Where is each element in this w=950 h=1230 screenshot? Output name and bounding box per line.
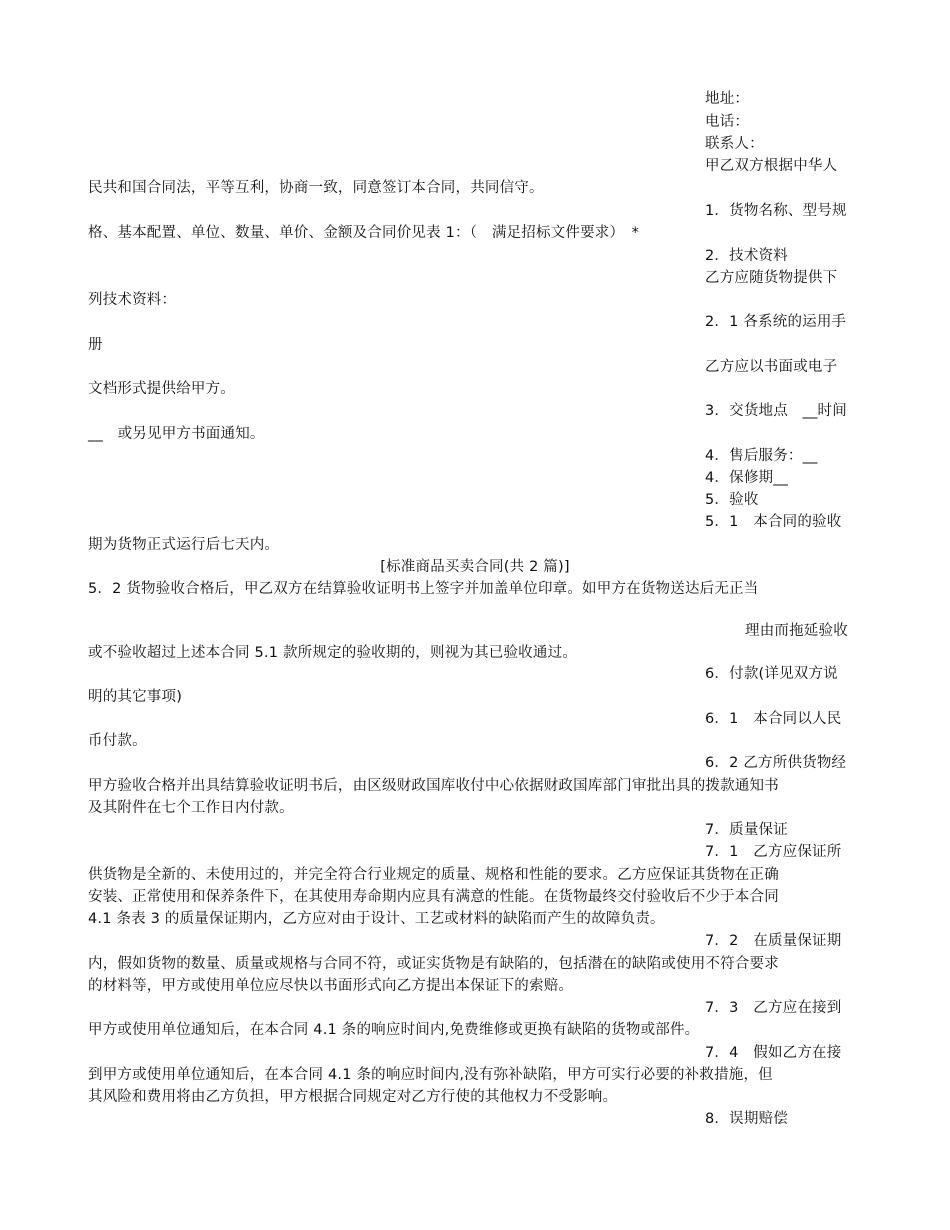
clause-7-4-text-2: 其风险和费用将由乙方负担，甲方根据合同规定对乙方行使的其他权力不受影响。 [88, 1089, 618, 1105]
clause-5-heading: 5．验收 [705, 492, 759, 508]
clause-3-heading: 3．交货地点 __时间 [705, 403, 847, 419]
address-label: 地址： [705, 91, 750, 107]
clause-5-1-text: 期为货物正式运行后七天内。 [88, 537, 280, 553]
clause-6-2-text-1: 甲方验收合格并出具结算验收证明书后，由区级财政国库收付中心依据财政国库部门审批出具的拨款通知书 [88, 778, 779, 794]
clause-7-1-text-2: 安装、正常使用和保养条件下，在其使用寿命期内应具有满意的性能。在货物最终交付验收后不少于本合同 [88, 889, 779, 905]
clause-7-2-heading: 7．2 在质量保证期 [705, 933, 842, 949]
intro-text: 甲乙双方根据中华人 [705, 158, 838, 174]
clause-2-text: 乙方应随货物提供下 [705, 270, 838, 286]
clause-7-4-heading: 7．4 假如乙方在接 [705, 1045, 842, 1061]
clause-7-2-text-1: 内，假如货物的数量、质量或规格与合同不符，或证实货物是有缺陷的，包括潜在的缺陷或使用不符合要求 [88, 956, 779, 972]
intro-text-cont: 民共和国合同法，平等互利，协商一致，同意签订本合同，共同信守。 [88, 180, 544, 196]
clause-7-heading: 7．质量保证 [705, 822, 788, 838]
clause-5-1-heading: 5．1 本合同的验收 [705, 514, 842, 530]
clause-4-service: 4．售后服务：__ [705, 448, 818, 464]
clause-6-2-text-2: 及其附件在七个工作日内付款。 [88, 800, 294, 816]
clause-6-1-heading: 6．1 本合同以人民 [705, 711, 842, 727]
clause-7-3-text: 甲方或使用单位通知后，在本合同 4.1 条的响应时间内,免费维修或更换有缺陷的货物或部件。 [88, 1022, 700, 1038]
clause-2-1-text-b-cont: 文档形式提供给甲方。 [88, 381, 235, 397]
clause-4-warranty: 4．保修期__ [705, 470, 789, 486]
clause-7-4-text-1: 到甲方或使用单位通知后，在本合同 4.1 条的响应时间内,没有弥补缺陷，甲方可实行必要的补救措施，但 [88, 1067, 773, 1083]
clause-2-1-text-b: 乙方应以书面或电子 [705, 359, 838, 375]
clause-6-2-heading: 6．2 乙方所供货物经 [705, 755, 847, 771]
clause-3-text: __ 或另见甲方书面通知。 [88, 426, 265, 442]
phone-label: 电话： [705, 114, 750, 130]
clause-1-heading: 1．货物名称、型号规 [705, 203, 847, 219]
clause-1-text: 格、基本配置、单位、数量、单价、金额及合同价见表 1：（ 满足招标文件要求） * [88, 225, 640, 241]
document-title: [标准商品买卖合同(共 2 篇)] [380, 559, 570, 575]
clause-6-heading: 6．付款(详见双方说 [705, 666, 838, 682]
contact-label: 联系人： [705, 136, 764, 152]
clause-6-1-text: 币付款。 [88, 733, 147, 749]
clause-5-2-text-b: 理由而拖延验收 [745, 623, 848, 639]
clause-7-1-heading: 7．1 乙方应保证所 [705, 844, 842, 860]
clause-5-2-text-c: 或不验收超过上述本合同 5.1 款所规定的验收期的，则视为其已验收通过。 [88, 645, 577, 661]
clause-8-heading: 8．误期赔偿 [705, 1111, 788, 1127]
clause-2-heading: 2．技术资料 [705, 248, 788, 264]
clause-2-1-text: 册 [88, 337, 103, 353]
clause-5-2-text: 5．2 货物验收合格后，甲乙双方在结算验收证明书上签字并加盖单位印章。如甲方在货物送达后无正当 [88, 581, 759, 597]
clause-7-1-text-1: 供货物是全新的、未使用过的，并完全符合行业规定的质量、规格和性能的要求。乙方应保证其货物在正确 [88, 867, 779, 883]
clause-7-1-text-3: 4.1 条表 3 的质量保证期内，乙方应对由于设计、工艺或材料的缺陷而产生的故障负责。 [88, 911, 665, 927]
clause-7-2-text-2: 的材料等，甲方或使用单位应尽快以书面形式向乙方提出本保证下的索赔。 [88, 978, 574, 994]
clause-2-text-cont: 列技术资料： [88, 292, 177, 308]
clause-2-1-heading: 2．1 各系统的运用手 [705, 314, 847, 330]
clause-6-text: 明的其它事项) [88, 689, 183, 705]
clause-7-3-heading: 7．3 乙方应在接到 [705, 1000, 842, 1016]
